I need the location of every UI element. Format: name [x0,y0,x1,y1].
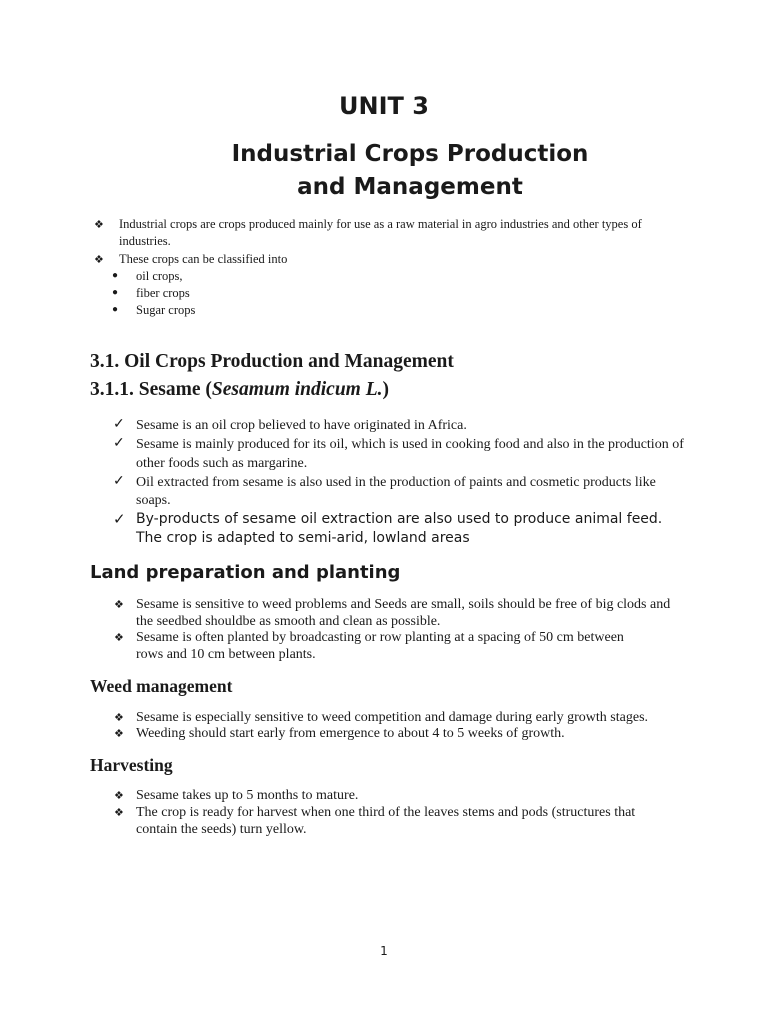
subsection-heading [90,379,389,401]
dot-bullet-icon: ● [112,287,119,298]
land-point-2-line-2: rows and 10 cm between plants. [136,647,316,662]
subsection-suffix: ) [382,379,390,400]
harvest-point-2-line-2: contain the seeds) turn yellow. [136,822,307,837]
intro-item-1-line-2: industries. [119,234,171,248]
intro-item-1-line-1: Industrial crops are crops produced mainly for use as a raw material in agro industries and other types of [119,217,642,231]
intro-item-2: These crops can be classified into [119,252,288,266]
unit-text: UNIT 3 [339,92,429,120]
harvest-heading: Harvesting [90,755,173,775]
sesame-point-3-line-2: soaps. [136,493,171,508]
dot-bullet-icon: ● [112,304,119,315]
harvest-point-1: Sesame takes up to 5 months to mature. [136,788,359,803]
diamond-bullet-icon: ❖ [114,632,124,644]
sesame-point-3-line-1: Oil extracted from sesame is also used in the production of paints and cosmetic products like [136,475,656,490]
diamond-bullet-icon: ❖ [94,254,104,266]
diamond-bullet-icon: ❖ [114,599,124,611]
sub-item-oil: oil crops, [136,269,183,283]
weed-point-1: Sesame is especially sensitive to weed competition and damage during early growth stages. [136,710,649,725]
diamond-bullet-icon: ❖ [114,712,124,724]
land-point-1-line-2: the seedbed shouldbe as smooth and clean as possible. [136,614,441,629]
dot-bullet-icon: ● [112,270,119,281]
section-heading: 3.1. Oil Crops Production and Management [90,351,454,372]
diamond-bullet-icon: ❖ [114,790,124,802]
land-point-2-line-1: Sesame is often planted by broadcasting or row planting at a spacing of 50 cm between [136,630,624,645]
checkmark-icon: ✓ [113,417,125,432]
diamond-bullet-icon: ❖ [94,219,104,231]
land-heading: Land preparation and planting [90,562,401,583]
weed-heading: Weed management [90,676,233,696]
title-line-1: Industrial Crops Production [231,141,589,167]
checkmark-icon: ✓ [113,512,126,528]
title-line-2: and Management [297,174,523,200]
checkmark-icon: ✓ [113,474,125,489]
subsection-prefix: 3.1.1. Sesame ( [90,379,212,400]
sub-item-sugar: Sugar crops [136,303,196,317]
harvest-point-2-line-1: The crop is ready for harvest when one third of the leaves stems and pods (structures that [136,805,636,820]
sesame-point-4-line-1: By-products of sesame oil extraction are also used to produce animal feed. [136,511,663,527]
page-number: 1 [380,944,388,958]
sub-item-fiber: fiber crops [136,286,190,300]
diamond-bullet-icon: ❖ [114,728,124,740]
sesame-point-2-line-1: Sesame is mainly produced for its oil, which is used in cooking food and also in the production of [136,437,684,452]
sesame-point-1: Sesame is an oil crop believed to have originated in Africa. [136,418,467,433]
checkmark-icon: ✓ [113,436,125,451]
sesame-point-4-line-2: The crop is adapted to semi-arid, lowland areas [136,530,470,546]
diamond-bullet-icon: ❖ [114,807,124,819]
land-point-1-line-1: Sesame is sensitive to weed problems and Seeds are small, soils should be free of big clods and [136,597,671,612]
weed-point-2: Weeding should start early from emergence to about 4 to 5 weeks of growth. [136,726,565,741]
unit-label [0,92,768,120]
page-title [200,138,620,204]
sesame-point-2-line-2: other foods such as margarine. [136,456,308,471]
scientific-name: Sesamum indicum L. [211,379,383,400]
